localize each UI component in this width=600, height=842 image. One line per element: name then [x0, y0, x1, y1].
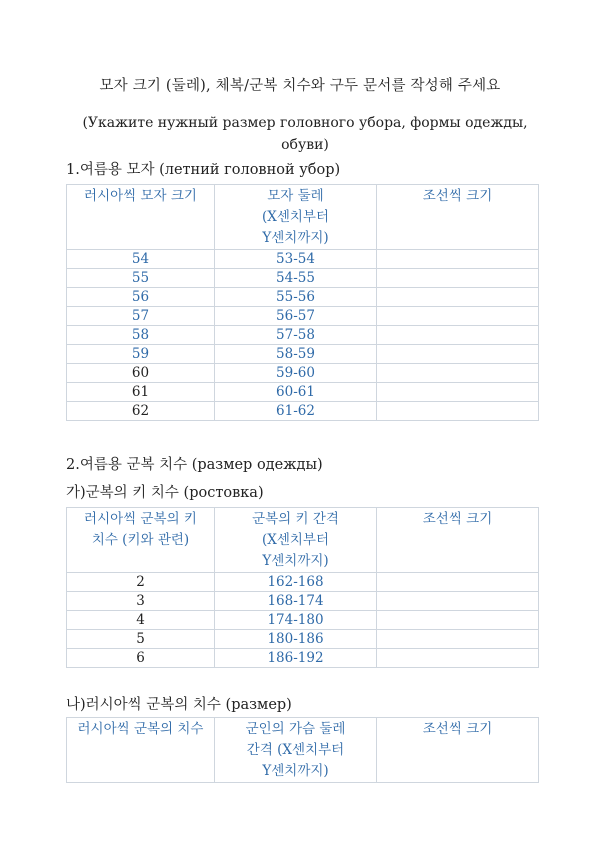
- table-cell: 61: [67, 383, 215, 402]
- table-cell: 58: [67, 326, 215, 345]
- table-cell: 6: [67, 649, 215, 668]
- table-row: [67, 250, 539, 269]
- table-cell: 59-60: [215, 364, 377, 383]
- hat-header-circumference: 모자 둘레 (X센치부터 Y센치까지): [215, 185, 377, 250]
- table-cell: [377, 611, 539, 630]
- table-row: [67, 592, 539, 611]
- table-row: [67, 611, 539, 630]
- table-row: [67, 402, 539, 421]
- table-cell: 57-58: [215, 326, 377, 345]
- table-cell: 62: [67, 402, 215, 421]
- table-cell: 60: [67, 364, 215, 383]
- table-cell: 57: [67, 307, 215, 326]
- section1-heading: 1.여름용 모자 (летний головной убор): [66, 162, 341, 178]
- section2-heading: 2.여름용 군복 치수 (размер одежды): [66, 457, 323, 473]
- table-cell: [377, 573, 539, 592]
- table-row: [67, 364, 539, 383]
- table-cell: [377, 307, 539, 326]
- hat-size-table: [66, 184, 539, 421]
- height-header-interval: 군복의 키 간격 (X센치부터 Y센치까지): [215, 508, 377, 573]
- table-cell: 2: [67, 573, 215, 592]
- section2b-heading: 나)러시아씩 군복의 치수 (размер): [66, 697, 292, 713]
- table-cell: 54: [67, 250, 215, 269]
- table-cell: [377, 383, 539, 402]
- table-row: [67, 326, 539, 345]
- table-cell: 55-56: [215, 288, 377, 307]
- document-title: 모자 크기 (둘레), 체복/군복 치수와 구두 문서를 작성해 주세요: [99, 78, 501, 94]
- table-cell: 55: [67, 269, 215, 288]
- hat-header-korean-size: 조선씩 크기: [377, 185, 539, 250]
- table-cell: 162-168: [215, 573, 377, 592]
- height-header-russian-size: 러시아씩 군복의 키 치수 (키와 관련): [67, 508, 215, 573]
- table-cell: 3: [67, 592, 215, 611]
- table-cell: 58-59: [215, 345, 377, 364]
- table-cell: [377, 364, 539, 383]
- height-size-table: [66, 507, 539, 668]
- chest-header-russian-size: 러시아씩 군복의 치수: [67, 718, 215, 783]
- table-cell: 54-55: [215, 269, 377, 288]
- table-cell: 60-61: [215, 383, 377, 402]
- table-cell: [377, 269, 539, 288]
- table-cell: [377, 288, 539, 307]
- chest-header-interval: 군인의 가슴 둘레 간격 (X센치부터 Y센치까지): [215, 718, 377, 783]
- table-row: [67, 269, 539, 288]
- table-cell: 61-62: [215, 402, 377, 421]
- table-row: [67, 573, 539, 592]
- table-cell: 180-186: [215, 630, 377, 649]
- table-cell: 4: [67, 611, 215, 630]
- height-header-korean-size: 조선씩 크기: [377, 508, 539, 573]
- table-cell: 5: [67, 630, 215, 649]
- table-cell: 56: [67, 288, 215, 307]
- table-row: [67, 307, 539, 326]
- table-row: [67, 288, 539, 307]
- table-cell: 168-174: [215, 592, 377, 611]
- table-cell: [377, 630, 539, 649]
- table-cell: 53-54: [215, 250, 377, 269]
- document-subtitle: (Укажите нужный размер головного убора, формы одежды, обуви): [82, 115, 528, 153]
- table-cell: 174-180: [215, 611, 377, 630]
- table-cell: [377, 402, 539, 421]
- table-cell: 59: [67, 345, 215, 364]
- table-row: [67, 383, 539, 402]
- chest-header-korean-size: 조선씩 크기: [377, 718, 539, 783]
- table-cell: [377, 592, 539, 611]
- table-cell: 186-192: [215, 649, 377, 668]
- hat-header-russian-size: 러시아씩 모자 크기: [67, 185, 215, 250]
- table-row: [67, 630, 539, 649]
- table-cell: [377, 649, 539, 668]
- table-cell: [377, 326, 539, 345]
- table-row: [67, 345, 539, 364]
- table-cell: 56-57: [215, 307, 377, 326]
- chest-size-table: [66, 717, 539, 783]
- table-cell: [377, 345, 539, 364]
- table-cell: [377, 250, 539, 269]
- section2a-heading: 가)군복의 키 치수 (ростовка): [66, 485, 264, 501]
- table-row: [67, 649, 539, 668]
